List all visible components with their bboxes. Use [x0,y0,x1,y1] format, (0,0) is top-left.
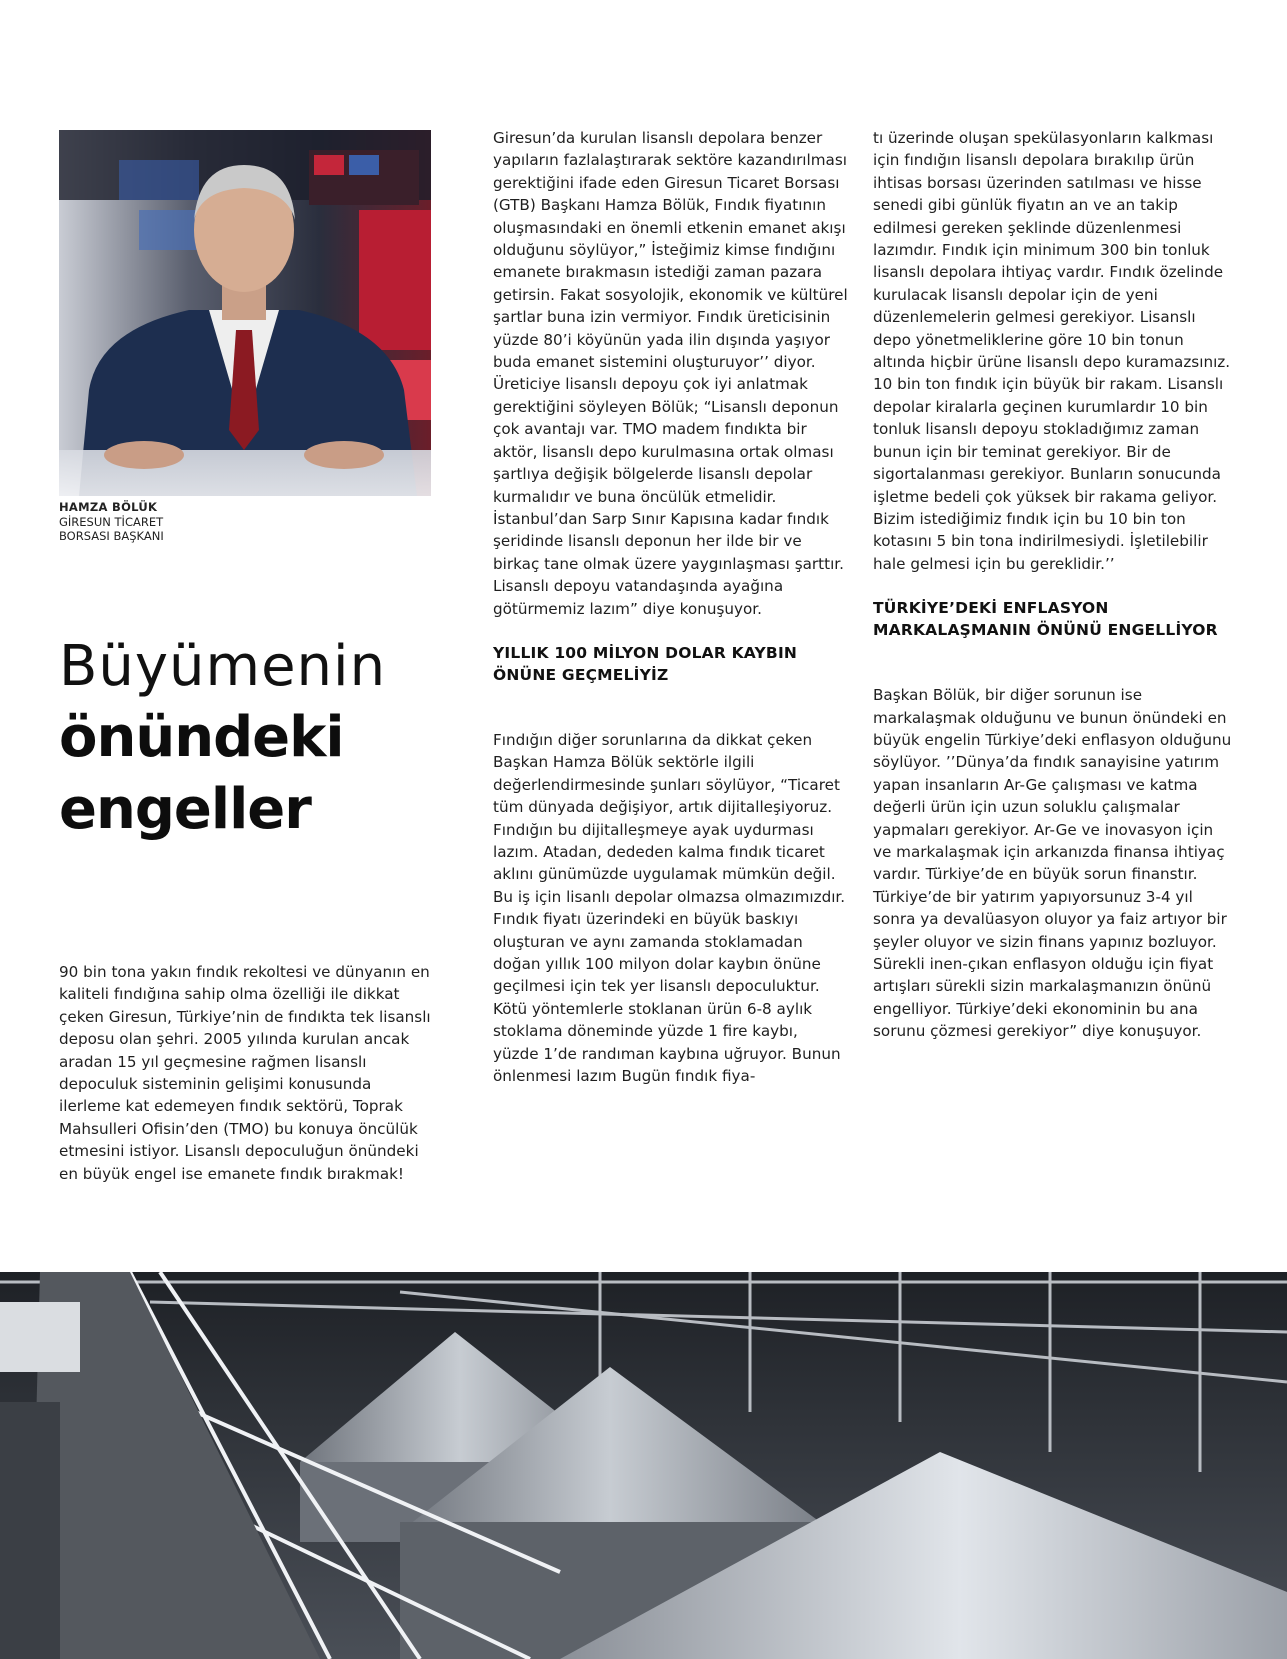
silo-illustration [0,1272,1287,1659]
portrait-photo [59,130,431,496]
headline-line3: engeller [59,777,311,842]
headline-line2: önündeki [59,705,344,770]
article-column-3 [873,127,1233,1043]
caption-name: HAMZA BÖLÜK [59,500,158,514]
article-column-2 [493,127,848,1087]
portrait-illustration [59,130,431,496]
caption-title-line2: BORSASI BAŞKANI [59,529,164,543]
column2-paragraph1: Giresun’da kurulan lisanslı depolara benzer yapıların fazlalaştırarak sektöre kazandırılması gerektiğini ifade eden Giresun Ticaret Borsası (GTB) Başkanı Hamza Bölük, Fındık fiyatının oluşmasındaki en önemli etkenin emanet akışı olduğunu söylüyor,” İsteğimiz kimse fındığını emanete bırakmasın istediği zaman pazara getirsin. Fakat sosyolojik, ekonomik ve kültürel şartlar buna izin vermiyor. Fındık üreticisinin yüzde 80’i köyünün yada ilin dışında yaşıyor buda emanet sistemini oluşturuyor’’ diyor. Üreticiye lisanslı depoyu çok iyi anlatmak gerektiğini söyleyen Bölük; “Lisanslı deponun çok avantajı var. TMO madem fındıkta bir aktör, lisanslı depo kurulmasına ortak olması şartlıya değişik bölgelerde lisanslı depolar kurmalıdır ve buna öncülük etmelidir. İstanbul’dan Sarp Sınır Kapısına kadar fındık şeridinde lisanslı deponun her ilde bir ve birkaç tane olmak üzere yaygınlaşması şarttır. Lisanslı depoyu vatandaşında ayağına götürmemiz lazım” diye konuşuyor. [493,129,848,618]
column3-paragraph2: Başkan Bölük, bir diğer sorunun ise markalaşmak olduğunu ve bunun önündeki en büyük engelin Türkiye’deki enflasyon olduğunu söylüyor. ’’Dünya’da fındık sanayisine yatırım yapan insanların Ar-Ge çalışması ve katma değerli ürün için uzun soluklu çalışmalar yapmaları gerekiyor. Ar-Ge ve inovasyon için ve markalaşmak için arkanızda finansa ihtiyaç vardır. Türkiye’de en büyük sorun finanstır. Türkiye’de bir yatırım yapıyorsunuz 3-4 yıl sonra ya devalüasyon oluyor ya faiz artıyor bir şeyler oluyor ve sizin finans yapınız bozluyor. Sürekli inen-çıkan enflasyon olduğu için fiyat artışları sürekli sizin markalaşmanızın önünü engelliyor. Türkiye’deki ekonominin bu ana sorunu çözmesi gerekiyor” diye konuşuyor. [873,686,1232,1041]
article-headline [59,632,439,846]
headline-line1: Büyümenin [59,634,387,699]
silo-warehouse-photo [0,1272,1287,1659]
column3-paragraph1: tı üzerinde oluşan spekülasyonların kalkması için fındığın lisanslı depolara bırakılıp ürün ihtisas borsası üzerinden satılması ve hisse senedi gibi günlük fiyatın an ve an takip edilmesi gereken şeklinde düzenlenmesi lazımdır. Fındık için minimum 300 bin tonluk lisanslı depolara ihtiyaç vardır. Fındık özelinde kurulacak lisanslı depolar için de yeni düzenlemelerin gelmesi gerekiyor. Lisanslı depo yönetmeliklerine göre 10 bin tonun altında hiçbir ürüne lisanslı depo kuramazsınız. 10 bin ton fındık için büyük bir rakam. Lisanslı depolar kiralarla geçinen kurumlardır 10 bin tonluk lisanslı depoyu stokladığımız zaman bunun için bir teminat gerekiyor. Bir de sigortalanması gerekiyor. Bunların sonucunda işletme bedeli çok yüksek bir rakama geliyor. Bizim istediğimiz fındık için bu 10 bin ton kotasını 5 bin tona indirilmesiydi. İşletilebilir hale gelmesi için bu gereklidir.’’ [873,129,1231,573]
caption-title-line1: GİRESUN TİCARET [59,514,164,529]
lead-paragraph: 90 bin tona yakın fındık rekoltesi ve dünyanın en kaliteli fındığına sahip olma özelliği ile dikkat çeken Giresun, Türkiye’nin de fındıkta tek lisanslı deposu olan şehri. 2005 yılında kurulan ancak aradan 15 yıl geçmesine rağmen lisanslı depoculuk sisteminin gelişimi konusunda ilerleme kat edemeyen fındık sektörü, Toprak Mahsulleri Ofisin’den (TMO) bu konuya öncülük etmesini istiyor. Lisanslı depoculuğun önündeki en büyük engel ise emanete fındık bırakmak! [59,963,431,1183]
photo-caption [59,500,164,544]
lead-column [59,961,434,1185]
column2-paragraph2: Fındığın diğer sorunlarına da dikkat çeken Başkan Hamza Bölük sektörle ilgili değerlendirmesinde şunları söylüyor, “Ticaret tüm dünyada değişiyor, artık dijitalleşiyoruz. Fındığın bu dijitalleşmeye ayak uydurması lazım. Atadan, dededen kalma fındık ticaret aklını günümüzde uygulamak mümkün değil. Bu iş için lisanlı depolar olmazsa olmazımızdır. Fındık fiyatı üzerindeki en büyük baskıyı oluşturan ve aynı zamanda stoklamadan doğan yıllık 100 milyon dolar kaybın önüne geçilmesi için tek yer lisanslı depoculuktur. Kötü yöntemlerle stoklanan ürün 6-8 aylık stoklama döneminde yüzde 1 fire kaybı, yüzde 1’de randıman kaybına uğruyor. Bunun önlenmesi lazım Bugün fındık fiya- [493,730,846,1086]
column2-subheading: YILLIK 100 MİLYON DOLAR KAYBIN ÖNÜNE GEÇMELİYİZ [493,643,798,684]
column3-subheading: TÜRKİYE’DEKİ ENFLASYON MARKALAŞMANIN ÖNÜNÜ ENGELLİYOR [873,599,1218,640]
